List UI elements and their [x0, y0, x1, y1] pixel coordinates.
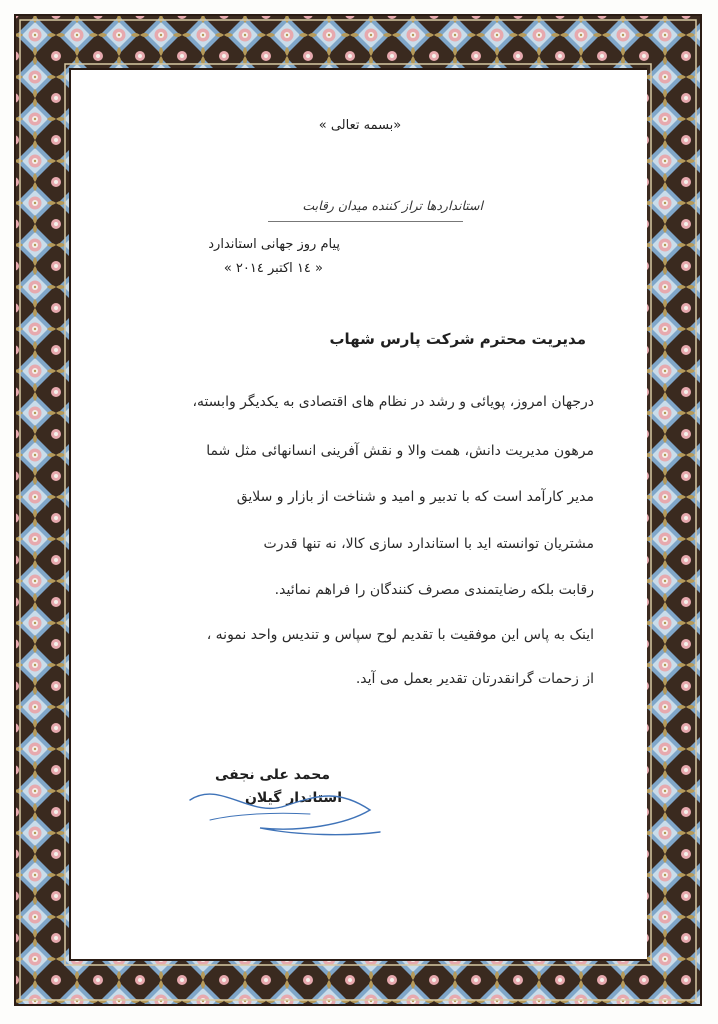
motto-underline [268, 221, 463, 222]
handwritten-signature [180, 770, 390, 850]
body-line: از زحمات گرانقدرتان تقدیر بعمل می آید. [355, 671, 594, 687]
occasion-date: « ١٤ اکتبر ٢٠١٤ » [223, 261, 323, 276]
bismillah-heading: «بسمه تعالی » [318, 118, 402, 133]
addressee: مدیریت محترم شرکت پارس شهاب [329, 330, 586, 348]
occasion-title: پیام روز جهانی استاندارد [208, 237, 340, 252]
body-line: رقابت بلکه رضایتمندی مصرف کنندگان را فراهم نمائید. [274, 582, 594, 598]
body-line: مرهون مدیریت دانش، همت والا و نقش آفرینی انسانهائی مثل شما [206, 443, 594, 459]
signatory-name: محمد علی نجفی [214, 767, 330, 783]
motto-text: استانداردها تراز کننده میدان رقابت [302, 198, 483, 213]
body-line: درجهان امروز، پویائی و رشد در نظام های اقتصادی به یکدیگر وابسته، [192, 394, 594, 410]
body-line: اینک به پاس این موفقیت با تقدیم لوح سپاس و تندیس واحد نمونه ، [206, 627, 594, 643]
signatory-title: استاندار گیلان [244, 790, 342, 806]
body-line: مدیر کارآمد است که با تدبیر و امید و شناخت از بازار و سلایق [236, 489, 594, 505]
body-line: مشتریان توانسته اید با استاندارد سازی کالا، نه تنها قدرت [263, 536, 594, 552]
